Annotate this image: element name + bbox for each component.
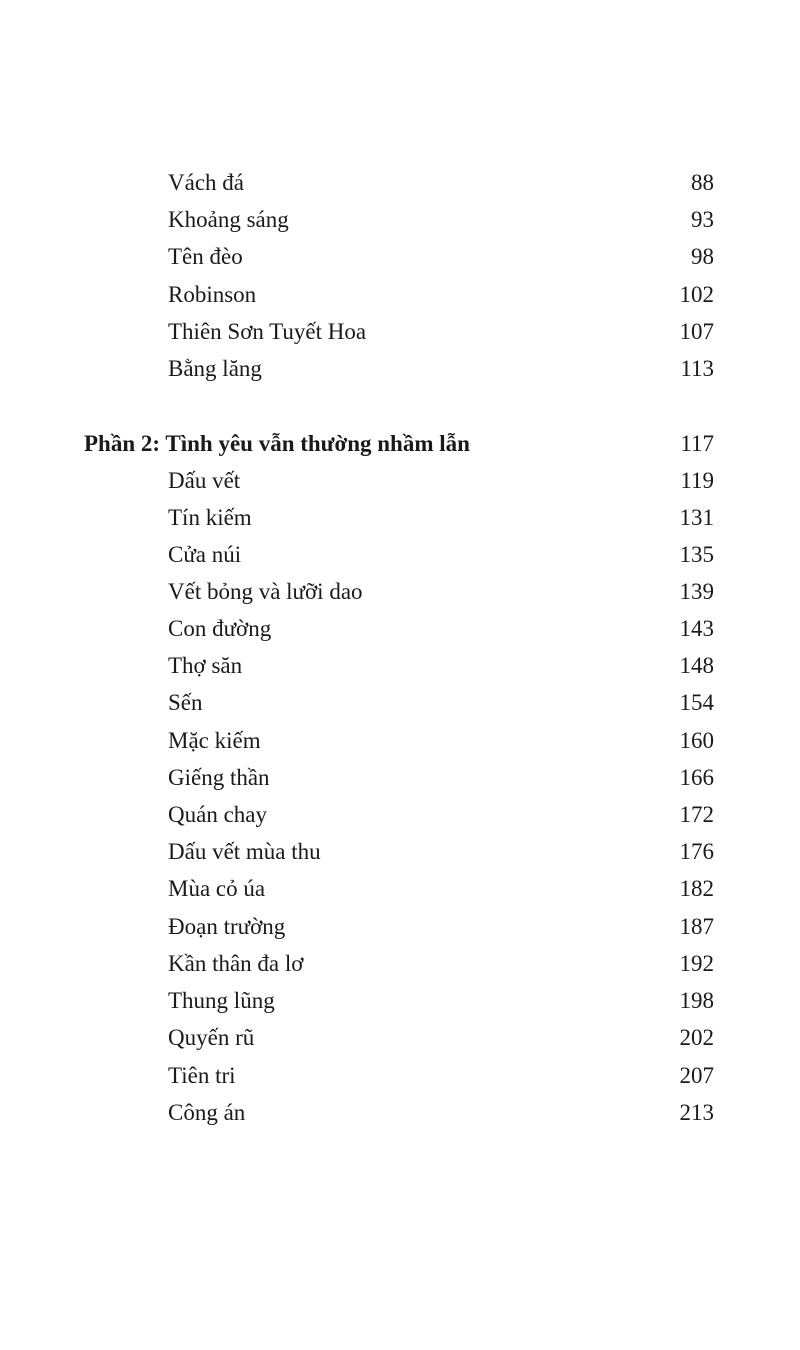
toc-entry-title: Cửa núi [168, 542, 242, 567]
toc-entry-page: 202 [679, 1025, 714, 1050]
toc-entry [0, 573, 800, 610]
part-title: Phần 2: Tình yêu vẫn thường nhầm lẫn [84, 431, 470, 456]
toc-entry-title: Công án [168, 1100, 246, 1125]
toc-entry-page: 88 [691, 170, 714, 195]
toc-entry-title: Giếng thần [168, 765, 270, 790]
toc-entry-title: Dấu vết [168, 468, 241, 493]
toc-entry-page: 113 [680, 356, 714, 381]
toc-entry [0, 238, 800, 275]
toc-entry-page: 143 [679, 616, 714, 641]
toc-entry [0, 313, 800, 350]
toc-entry-title: Vách đá [168, 170, 244, 195]
toc-entry-page: 98 [691, 244, 714, 269]
toc-entry-page: 192 [679, 951, 714, 976]
toc-entry-title: Mùa cỏ úa [168, 876, 266, 901]
toc-entry-title: Thợ săn [168, 653, 243, 678]
toc-entry-page: 172 [679, 802, 714, 827]
toc-entry [0, 276, 800, 313]
toc-entry [0, 499, 800, 536]
toc-entry-page: 135 [679, 542, 714, 567]
toc-entry-page: 119 [680, 468, 714, 493]
toc-entry [0, 536, 800, 573]
toc-entry [0, 1057, 800, 1094]
toc-entry-title: Robinson [168, 282, 257, 307]
toc-entry [0, 647, 800, 684]
toc-entry-title: Quyến rũ [168, 1025, 255, 1050]
toc-entry [0, 164, 800, 201]
toc-entry-title: Mặc kiếm [168, 728, 261, 753]
toc-entry [0, 982, 800, 1019]
toc-entry-page: 154 [679, 690, 714, 715]
toc-entry [0, 833, 800, 870]
toc-entry [0, 908, 800, 945]
toc-entry-title: Bằng lăng [168, 356, 262, 381]
toc-entry-page: 107 [679, 319, 714, 344]
toc-entry-title: Sến [168, 690, 203, 715]
toc-entry-title: Kần thân đa lơ [168, 951, 304, 976]
toc-entry-title: Dấu vết mùa thu [168, 839, 321, 864]
toc-entry-title: Thiên Sơn Tuyết Hoa [168, 319, 367, 344]
toc-entry-page: 182 [679, 876, 714, 901]
toc-entry-page: 187 [679, 914, 714, 939]
toc-part-heading [0, 425, 800, 462]
toc-entry-page: 131 [679, 505, 714, 530]
toc-entry-title: Đoạn trường [168, 914, 286, 939]
toc-entry [0, 1019, 800, 1056]
toc-entry-page: 148 [679, 653, 714, 678]
toc-entry-page: 139 [679, 579, 714, 604]
toc-entry [0, 201, 800, 238]
toc-entry-page: 207 [679, 1063, 714, 1088]
toc-entry-page: 102 [679, 282, 714, 307]
toc-entry-title: Thung lũng [168, 988, 275, 1013]
toc-entry [0, 350, 800, 387]
toc-entry [0, 684, 800, 721]
toc-entry-title: Khoảng sáng [168, 207, 289, 232]
toc-entry [0, 462, 800, 499]
toc-entry [0, 870, 800, 907]
toc-entry-title: Vết bỏng và lưỡi dao [168, 579, 363, 604]
toc-entry [0, 722, 800, 759]
toc-entry [0, 796, 800, 833]
toc-entry-title: Quán chay [168, 802, 267, 827]
toc-entry-title: Tín kiếm [168, 505, 252, 530]
toc-entry-page: 176 [679, 839, 714, 864]
toc-entry-title: Tên đèo [168, 244, 243, 269]
toc-entry [0, 759, 800, 796]
toc-entry-title: Con đường [168, 616, 272, 641]
toc-entry-page: 166 [679, 765, 714, 790]
toc-entry [0, 1094, 800, 1131]
toc-entry-title: Tiên tri [168, 1063, 236, 1088]
toc-entry [0, 610, 800, 647]
toc-entry-page: 93 [691, 207, 714, 232]
toc-entry-page: 160 [679, 728, 714, 753]
toc-entry [0, 945, 800, 982]
toc-entry-page: 198 [679, 988, 714, 1013]
toc-entry-page: 213 [679, 1100, 714, 1125]
part-page: 117 [680, 431, 714, 456]
